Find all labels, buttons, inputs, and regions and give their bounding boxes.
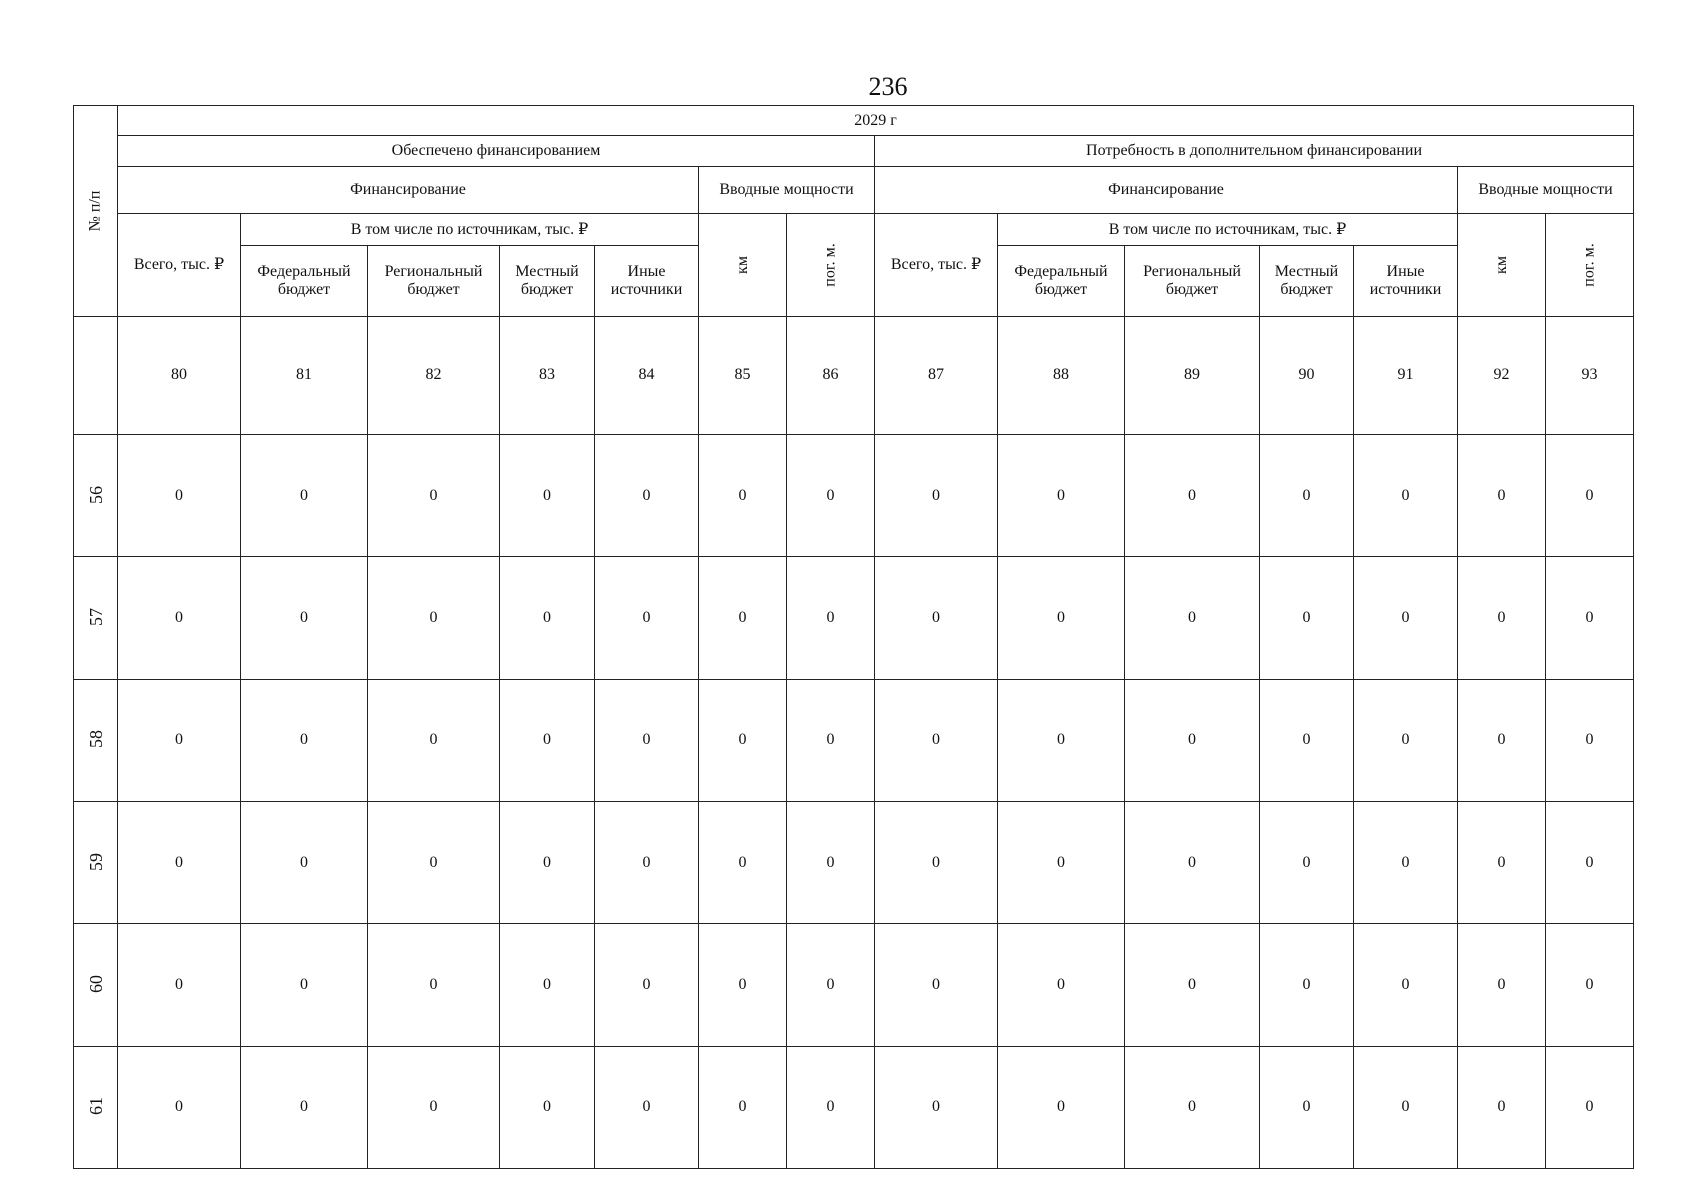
table-cell: 0 xyxy=(368,1046,500,1168)
table-cell: 0 xyxy=(368,801,500,923)
table-cell: 0 xyxy=(699,924,787,1046)
table-cell: 0 xyxy=(1458,801,1546,923)
column-numbers-row xyxy=(74,316,1634,434)
table-cell: 0 xyxy=(118,1046,241,1168)
column-number: 81 xyxy=(241,316,368,434)
additional-other-header: Иные источники xyxy=(1354,246,1458,316)
table-cell: 0 xyxy=(998,679,1125,801)
secured-local-header: Местный бюджет xyxy=(500,246,595,316)
column-number-blank xyxy=(74,316,118,434)
table-cell: 0 xyxy=(1458,557,1546,679)
secured-by-sources-header: В том числе по источникам, тыс. ₽ xyxy=(241,214,699,246)
table-cell: 0 xyxy=(1354,679,1458,801)
secured-linear-m-header: пог. м. xyxy=(787,214,875,316)
table-cell: 0 xyxy=(118,434,241,556)
table-cell: 0 xyxy=(875,801,998,923)
secured-financing-header: Обеспечено финансированием xyxy=(118,136,875,167)
table-cell: 0 xyxy=(595,679,699,801)
secured-federal-header: Федеральный бюджет xyxy=(241,246,368,316)
financing-table xyxy=(73,105,1634,1169)
table-cell: 0 xyxy=(500,434,595,556)
table-cell: 0 xyxy=(500,801,595,923)
table-cell: 0 xyxy=(1260,679,1354,801)
table-row xyxy=(74,924,1634,1046)
table-cell: 0 xyxy=(1546,434,1634,556)
table-cell: 0 xyxy=(595,434,699,556)
column-number: 89 xyxy=(1125,316,1260,434)
table-cell: 0 xyxy=(1458,1046,1546,1168)
table-cell: 0 xyxy=(787,924,875,1046)
table-cell: 0 xyxy=(1260,1046,1354,1168)
table-row xyxy=(74,557,1634,679)
table-cell: 0 xyxy=(787,801,875,923)
table-cell: 0 xyxy=(998,924,1125,1046)
additional-total-header: Всего, тыс. ₽ xyxy=(875,214,998,316)
table-cell: 0 xyxy=(118,557,241,679)
table-cell: 0 xyxy=(1354,434,1458,556)
column-number: 90 xyxy=(1260,316,1354,434)
table-cell: 0 xyxy=(1458,434,1546,556)
table-cell: 0 xyxy=(368,924,500,1046)
table-cell: 0 xyxy=(241,434,368,556)
row-number: 57 xyxy=(74,557,118,679)
table-cell: 0 xyxy=(368,679,500,801)
table-cell: 0 xyxy=(998,801,1125,923)
table-cell: 0 xyxy=(1260,557,1354,679)
table-cell: 0 xyxy=(500,679,595,801)
table-row xyxy=(74,1046,1634,1168)
additional-regional-header: Региональный бюджет xyxy=(1125,246,1260,316)
column-number: 92 xyxy=(1458,316,1546,434)
row-number: 56 xyxy=(74,434,118,556)
page-number: 236 xyxy=(868,72,908,101)
row-number: 61 xyxy=(74,1046,118,1168)
table-cell: 0 xyxy=(1458,924,1546,1046)
table-cell: 0 xyxy=(1354,801,1458,923)
table-cell: 0 xyxy=(1546,1046,1634,1168)
table-cell: 0 xyxy=(500,1046,595,1168)
table-cell: 0 xyxy=(1125,557,1260,679)
table-cell: 0 xyxy=(1125,801,1260,923)
row-number: 59 xyxy=(74,801,118,923)
table-cell: 0 xyxy=(241,1046,368,1168)
table-cell: 0 xyxy=(699,557,787,679)
column-number: 93 xyxy=(1546,316,1634,434)
additional-km-header: км xyxy=(1458,214,1546,316)
row-number-header: № п/п xyxy=(74,106,118,317)
table-row xyxy=(74,679,1634,801)
table-cell: 0 xyxy=(1546,801,1634,923)
table-cell: 0 xyxy=(998,434,1125,556)
table-cell: 0 xyxy=(1260,924,1354,1046)
table-cell: 0 xyxy=(1354,1046,1458,1168)
table-cell: 0 xyxy=(875,679,998,801)
table-cell: 0 xyxy=(118,801,241,923)
secured-financing-subheader: Финансирование xyxy=(118,167,699,214)
table-cell: 0 xyxy=(1125,1046,1260,1168)
table-cell: 0 xyxy=(1354,924,1458,1046)
table-row xyxy=(74,434,1634,556)
table-cell: 0 xyxy=(699,1046,787,1168)
table-cell: 0 xyxy=(500,557,595,679)
secured-other-header: Иные источники xyxy=(595,246,699,316)
secured-km-header: км xyxy=(699,214,787,316)
header-row-groups xyxy=(74,136,1634,167)
table-cell: 0 xyxy=(1125,434,1260,556)
column-number: 88 xyxy=(998,316,1125,434)
column-number: 85 xyxy=(699,316,787,434)
table-cell: 0 xyxy=(595,557,699,679)
column-number: 82 xyxy=(368,316,500,434)
additional-financing-subheader: Финансирование xyxy=(875,167,1458,214)
table-cell: 0 xyxy=(1354,557,1458,679)
additional-federal-header: Федеральный бюджет xyxy=(998,246,1125,316)
header-row-year xyxy=(74,106,1634,136)
row-number: 58 xyxy=(74,679,118,801)
additional-local-header: Местный бюджет xyxy=(1260,246,1354,316)
table-cell: 0 xyxy=(1125,679,1260,801)
table-cell: 0 xyxy=(699,801,787,923)
table-cell: 0 xyxy=(787,679,875,801)
table-cell: 0 xyxy=(241,679,368,801)
table-cell: 0 xyxy=(368,557,500,679)
secured-regional-header: Региональный бюджет xyxy=(368,246,500,316)
table-cell: 0 xyxy=(1546,924,1634,1046)
column-number: 80 xyxy=(118,316,241,434)
table-cell: 0 xyxy=(1260,801,1354,923)
table-cell: 0 xyxy=(118,924,241,1046)
table-cell: 0 xyxy=(500,924,595,1046)
table-cell: 0 xyxy=(875,557,998,679)
table-cell: 0 xyxy=(1458,679,1546,801)
additional-by-sources-header: В том числе по источникам, тыс. ₽ xyxy=(998,214,1458,246)
year-header: 2029 г xyxy=(118,106,1634,136)
table-cell: 0 xyxy=(1546,679,1634,801)
table-cell: 0 xyxy=(241,557,368,679)
table-cell: 0 xyxy=(787,434,875,556)
table-cell: 0 xyxy=(1125,924,1260,1046)
table-cell: 0 xyxy=(241,924,368,1046)
column-number: 84 xyxy=(595,316,699,434)
table-cell: 0 xyxy=(875,924,998,1046)
secured-capacity-header: Вводные мощности xyxy=(699,167,875,214)
secured-total-header: Всего, тыс. ₽ xyxy=(118,214,241,316)
additional-financing-header: Потребность в дополнительном финансировании xyxy=(875,136,1634,167)
column-number: 83 xyxy=(500,316,595,434)
table-cell: 0 xyxy=(241,801,368,923)
table-cell: 0 xyxy=(595,1046,699,1168)
table-cell: 0 xyxy=(368,434,500,556)
table-cell: 0 xyxy=(787,1046,875,1168)
table-cell: 0 xyxy=(998,1046,1125,1168)
table-row xyxy=(74,801,1634,923)
table-cell: 0 xyxy=(998,557,1125,679)
table-cell: 0 xyxy=(875,1046,998,1168)
header-row-sources xyxy=(74,214,1634,246)
table-cell: 0 xyxy=(595,801,699,923)
additional-linear-m-header: пог. м. xyxy=(1546,214,1634,316)
column-number: 87 xyxy=(875,316,998,434)
table-cell: 0 xyxy=(1546,557,1634,679)
header-row-subgroups xyxy=(74,167,1634,214)
additional-capacity-header: Вводные мощности xyxy=(1458,167,1634,214)
table-cell: 0 xyxy=(595,924,699,1046)
row-number: 60 xyxy=(74,924,118,1046)
table-cell: 0 xyxy=(699,434,787,556)
table-cell: 0 xyxy=(875,434,998,556)
table-cell: 0 xyxy=(118,679,241,801)
column-number: 86 xyxy=(787,316,875,434)
table-cell: 0 xyxy=(1260,434,1354,556)
table-cell: 0 xyxy=(787,557,875,679)
table-cell: 0 xyxy=(699,679,787,801)
column-number: 91 xyxy=(1354,316,1458,434)
